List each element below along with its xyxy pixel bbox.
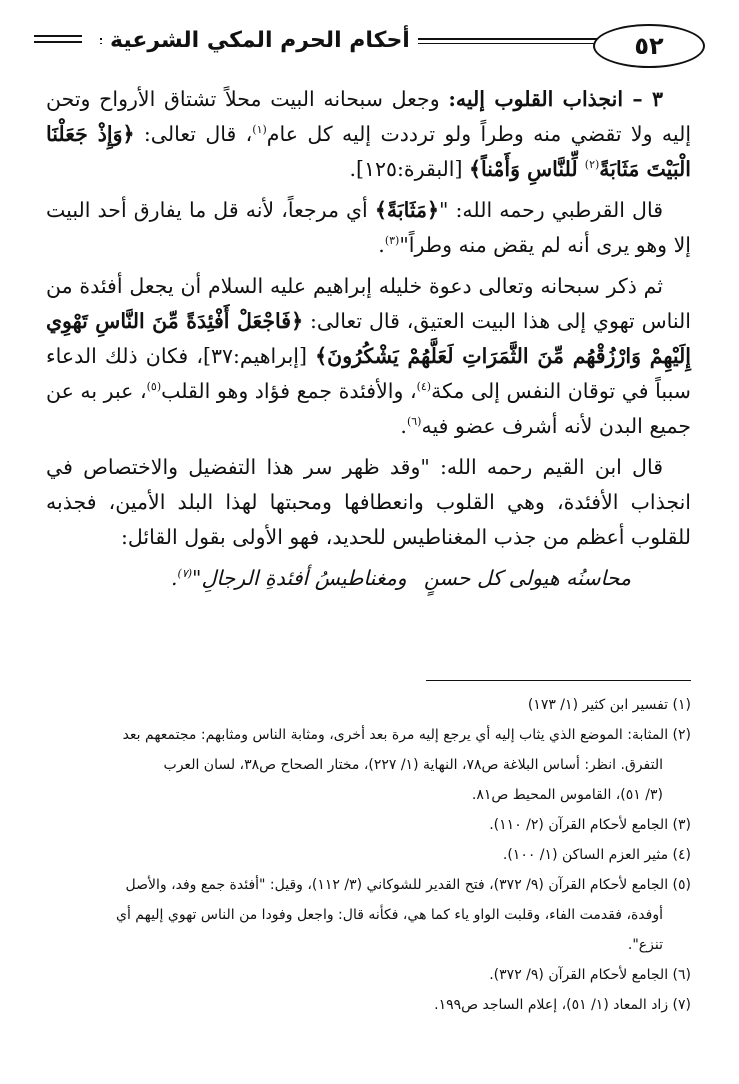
footnote-3: (٣) الجامع لأحكام القرآن (٢/ ١١٠). <box>489 817 691 833</box>
footnote-6: (٦) الجامع لأحكام القرآن (٩/ ٣٧٢). <box>489 967 691 983</box>
footnote-2-cont: (٣/ ٥١)، القاموس المحيط ص٨١. <box>471 787 663 803</box>
paragraph-1: ٣ – انجذاب القلوب إليه: وجعل سبحانه البيت محلاً تشتاق الأرواح وتحن إليه ولا تقضي منه وطراً ولو ترددت إليه كل عام$^{(١)}$، قال تعالى: ﴿وَإِذْ جَعَلْنَا الْبَيْتَ مَثَابَةً$^{(٢)}$ لِّلنَّاسِ وَأَمْناً﴾ [البقرة:١٢٥]. <box>46 87 692 181</box>
footnote-5-cont: تنزع". <box>627 937 663 953</box>
footnote-1: (١) تفسير ابن كثير (١/ ١٧٣) <box>527 697 691 713</box>
footnote-7: (٧) زاد المعاد (١/ ٥١)، إعلام الساجد ص١٩٩. <box>434 997 691 1013</box>
footnote-5-cont: أوفدة، فقدمت الفاء، وقلبت الواو ياء كما هي، فكأنه قال: واجعل وفودا من الناس تهوي إليهم أي <box>116 907 663 923</box>
poetry-verse <box>171 561 631 596</box>
footnote-2: (٢) المثابة: الموضع الذي يثاب إليه أي يرجع إليه مرة بعد أخرى، ومثابة الناس ومثابهم: مجتمعهم بعد <box>122 727 691 743</box>
page-number: ٥٢ <box>593 24 705 68</box>
footnote-ref[interactable]: (٣) <box>384 234 400 248</box>
footnote-ref[interactable]: (٤) <box>416 380 432 394</box>
footnote-separator <box>426 680 691 681</box>
quran-verse: ﴿وَإِذْ جَعَلْنَا الْبَيْتَ مَثَابَةً <box>46 122 691 181</box>
book-title: أحكام الحرم المكي الشرعية <box>102 28 418 53</box>
title-ornament <box>34 35 82 43</box>
quran-word: ﴿مَثَابَةً﴾ <box>374 198 439 222</box>
footnote-4: (٤) مثير العزم الساكن (١/ ١٠٠). <box>502 847 691 863</box>
footnote-ref[interactable]: (٦) <box>406 415 422 429</box>
footnote-ref[interactable]: (٧) <box>177 567 193 581</box>
paragraph-2: قال القرطبي رحمه الله: "﴿مَثَابَةً﴾ أي مرجعاً، لأنه قل ما يفارق أحد البيت إلا وهو يرى أنه لم يقض منه وطراً"$^{(٣)}$. <box>46 198 691 257</box>
quran-verse: ﴿فَاجْعَلْ أَفْئِدَةً مِّنَ النَّاسِ تَهْوِي إِلَيْهِمْ وَارْزُقْهُم مِّنَ الثَّمَرَاتِ لَعَلَّهُمْ يَشْكُرُونَ﴾ <box>46 309 691 368</box>
footnotes <box>46 690 691 1020</box>
main-text <box>46 82 691 596</box>
quran-verse: لِّلنَّاسِ وَأَمْناً﴾ <box>468 157 585 181</box>
footnote-ref[interactable]: (٥) <box>146 380 162 394</box>
verse-citation: [إبراهيم:٣٧]، فكان ذلك الدعاء سبباً في توقان النفس إلى مكة <box>46 344 691 403</box>
verse-first-half: محاسنُه هيولى كل حسنٍ <box>423 566 631 590</box>
page-header <box>30 22 710 66</box>
footnote-2-cont: التفرق. انظر: أساس البلاغة ص٧٨، النهاية (١/ ٢٢٧)، مختار الصحاح ص٣٨، لسان العرب <box>163 757 663 773</box>
verse-second-half: ومغناطيسُ أفئدةِ الرجالِ"$^{(٧)}$. <box>171 566 407 590</box>
footnote-ref[interactable]: (٢) <box>584 158 600 172</box>
footnote-5: (٥) الجامع لأحكام القرآن (٩/ ٣٧٢)، فتح القدير للشوكاني (٣/ ١١٢)، وقيل: "أفئدة جمع وفد، والأصل <box>125 877 691 893</box>
verse-citation: [البقرة:١٢٥]. <box>349 157 469 181</box>
section-heading: ٣ – انجذاب القلوب إليه: <box>448 87 663 111</box>
footnote-ref[interactable]: (١) <box>252 123 267 137</box>
paragraph-3: ثم ذكر سبحانه وتعالى دعوة خليله إبراهيم عليه السلام أن يجعل أفئدة من الناس تهوي إلى هذا البيت العتيق، قال تعالى: ﴿فَاجْعَلْ أَفْئِدَةً مِّنَ النَّاسِ تَهْوِي إِلَيْهِمْ وَارْزُقْهُم مِّنَ الثَّمَرَاتِ لَعَلَّهُمْ يَشْكُرُونَ﴾ [إبراهيم:٣٧]، فكان ذلك الدعاء سبباً في توقان النفس إلى مكة$^{(٤)}$، والأفئدة جمع فؤاد وهو القلب$^{(٥)}$، عبر به عن جميع البدن لأنه أشرف عضو فيه$^{(٦)}$. <box>46 274 692 438</box>
paragraph-4: قال ابن القيم رحمه الله: "وقد ظهر سر هذا التفضيل والاختصاص في انجذاب الأفئدة، وهي القلوب وانعطافها ومحبتها لهذا البلد الأمين، فجذبه للقلوب أعظم من جذب المغناطيس للحديد، فهو الأولى بقول القائل: <box>46 455 691 549</box>
